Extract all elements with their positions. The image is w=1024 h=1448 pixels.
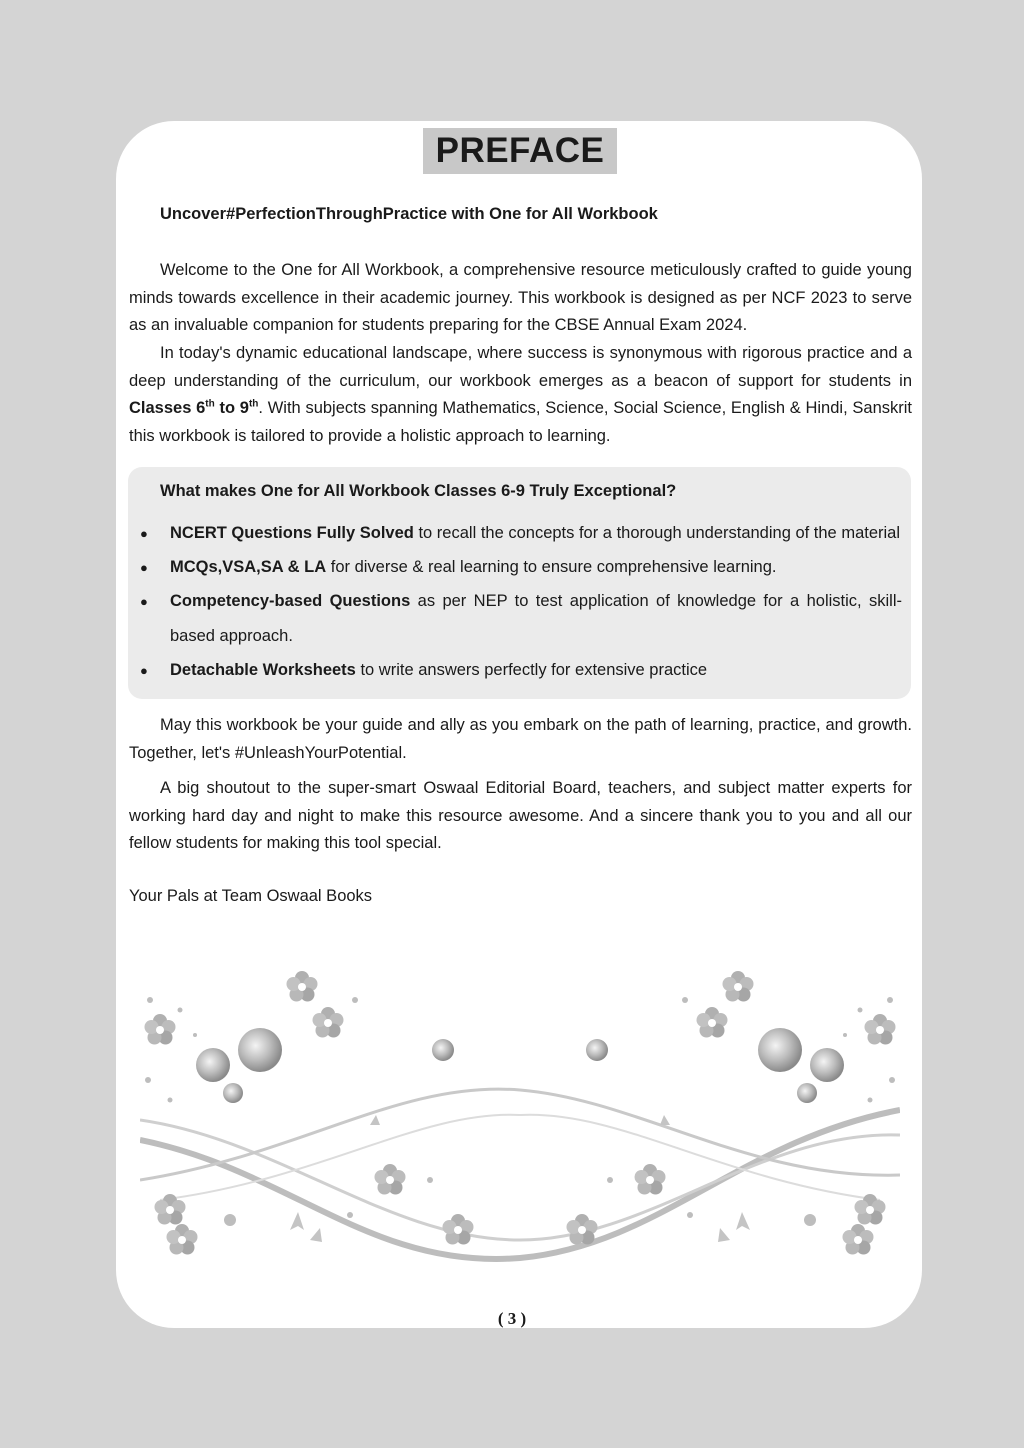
- feature-text: [170, 653, 902, 688]
- bullet-icon: ●: [140, 663, 148, 678]
- curriculum-text-end: . With subjects spanning Mathematics, Science, Social Science, English & Hindi, Sanskrit this workbook is tailored to provide a holistic approach to learning.: [129, 399, 912, 445]
- classes-from: Classes 6: [129, 399, 206, 417]
- thanks-paragraph: A big shoutout to the super-smart Oswaal Editorial Board, teachers, and subject matter experts for working hard day and night to make this resource awesome. And a sincere thank you to you and all our fellow students for making this tool special.: [129, 779, 912, 852]
- bullet-icon: ●: [140, 560, 148, 575]
- feature-title: Detachable Worksheets: [170, 661, 356, 679]
- curriculum-text-start: In today's dynamic educational landscape, where success is synonymous with rigorous practice and a deep understanding of the curriculum, our workbook emerges as a beacon of support for students in: [129, 344, 912, 390]
- curriculum-paragraph: [129, 340, 912, 450]
- signoff: Your Pals at Team Oswaal Books: [129, 887, 373, 905]
- feature-description: to write answers perfectly for extensive practice: [355, 661, 708, 679]
- subheading: Uncover#PerfectionThroughPractice with One for All Workbook: [160, 205, 658, 223]
- classes-to: to 9: [214, 399, 249, 417]
- closing-paragraph: May this workbook be your guide and ally as you embark on the path of learning, practice, and growth. Together, let's #UnleashYourPotential.: [129, 716, 912, 762]
- ordinal-suffix: th: [205, 398, 215, 410]
- feature-title: MCQs,VSA,SA & LA: [170, 558, 327, 576]
- feature-text: [170, 516, 902, 551]
- feature-item: [140, 653, 902, 688]
- title-box: [423, 128, 617, 174]
- feature-text: [170, 550, 902, 585]
- page-title: PREFACE: [435, 131, 605, 170]
- feature-description: for diverse & real learning to ensure comprehensive learning.: [326, 558, 777, 576]
- bullet-icon: ●: [140, 594, 148, 609]
- feature-title: Competency-based Questions: [170, 592, 411, 610]
- ordinal-suffix: th: [248, 398, 259, 410]
- feature-description: to recall the concepts for a thorough understanding of the material: [413, 524, 901, 542]
- page-number: ( 3 ): [497, 1309, 527, 1328]
- intro-paragraph: Welcome to the One for All Workbook, a comprehensive resource meticulously crafted to guide young minds towards excellence in their academic journey. This workbook is designed as per NCF 2023 to serve as an invaluable companion for students preparing for the CBSE Annual Exam 2024.: [129, 261, 912, 334]
- bullet-icon: ●: [140, 526, 148, 541]
- feature-item: [140, 550, 902, 585]
- features-heading: What makes One for All Workbook Classes 6-9 Truly Exceptional?: [160, 482, 677, 500]
- feature-description: as per NEP to test application of knowledge for a holistic, skill-based approach.: [170, 592, 902, 645]
- classes-range: [129, 399, 258, 417]
- feature-item: [140, 584, 902, 654]
- feature-item: [140, 516, 902, 551]
- floral-decoration: [140, 940, 900, 1270]
- feature-text: [170, 584, 902, 654]
- feature-title: NCERT Questions Fully Solved: [170, 524, 414, 542]
